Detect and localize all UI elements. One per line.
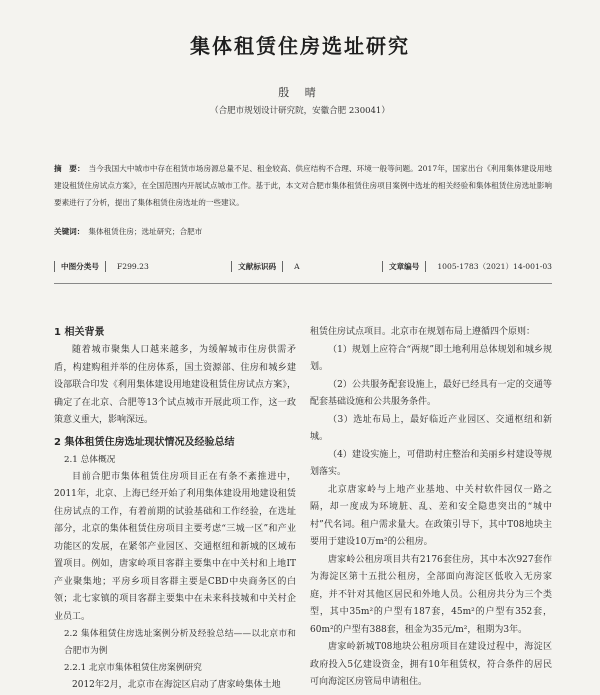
keywords-text: 集体租赁住房；选址研究；合肥市 <box>88 227 203 236</box>
paragraph: 随着城市聚集人口越来越多，为缓解城市住房供需矛盾，构建购租并举的住房体系，国土资源部、住房和城乡建设部联合印发《利用集体建设用地建设租赁住房试点方案》，确定了在北京、合肥等13个试点城市开展此项工作，这一政策意义重大，影响深远。 <box>54 345 296 425</box>
clc-value: F299.23 <box>116 262 149 271</box>
keywords-label: 关键词： <box>54 227 85 236</box>
doc-code-value: A <box>294 262 300 271</box>
section-heading-2: 2 集体租赁住房选址现状情况及经验总结 <box>54 436 235 448</box>
author-name: 殷 晴 <box>278 86 322 99</box>
article-number-label: 文章编号 <box>382 261 426 272</box>
list-item: （1）规划上应符合“两规”即土地利用总体规划和城乡规划。 <box>310 344 552 372</box>
right-column <box>310 324 552 692</box>
paragraph: 北京唐家岭与上地产业基地、中关村软件园仅一路之隔，却一度成为环境脏、乱、差和安全隐患突出的“城中村”代名词。租户需求量大。在政策引导下，其中T08地块主要用于建设10万m²的公租房。 <box>310 484 552 547</box>
author-affiliation: （合肥市规划设计研究院，安徽合肥 230041） <box>210 106 390 116</box>
abstract-label: 摘 要： <box>54 164 85 173</box>
section-heading-1: 1 相关背景 <box>54 327 105 338</box>
list-item: （3）选址布局上，最好临近产业园区、交通枢纽和新城。 <box>310 414 552 442</box>
classification-line <box>54 261 552 272</box>
paragraph: 唐家岭公租房项目共有2176套住房，其中本次927套作为海淀区第十五批公租房，全部面向海淀区低收入无房家庭，并不针对其他区居民和外地人员。公租房共分为三个类型，其中35m²的户型有187套，45m²的户型有352套，60m²的户型有388套，租金为35元/m²，租期为3年。 <box>310 554 552 635</box>
subsection-heading-2-2: 2.2 集体租赁住房选址案例分析及经验总结——以北京市和合肥市为例 <box>64 629 296 656</box>
subsection-heading-2-1: 2.1 总体概况 <box>64 454 116 465</box>
paragraph: 唐家岭新城T08地块公租房项目在建设过程中，海淀区政府投入5亿建设资金，拥有10年租赁权，符合条件的居民可向海淀区房管局申请租住。 <box>310 642 552 687</box>
doc-code-label: 文献标识码 <box>231 261 283 272</box>
paragraph: 目前合肥市集体租赁住房项目正在有条不紊推进中，2011年，北京、上海已经开始了利用集体建设用地建设租赁住房试点的工作，有着前期的试验基础和工作经验，在选址部分，北京的集体租赁住房项目主要考虑“三城一区”和产业功能区的发展，在紧邻产业园区、交通枢纽和新城的区域布置项目。例如，唐家岭项目客群主要集中在中关村和上地IT产业聚集地；平房乡项目客群主要是CBD中央商务区的白领；北七家镇的项目客群主要集中在未来科技城和中关村企业员工。 <box>54 471 296 622</box>
left-column <box>54 324 296 695</box>
list-item: （2）公共服务配套设施上，最好已经具有一定的交通等配套基础设施和公共服务条件。 <box>310 379 552 407</box>
clc-label: 中图分类号 <box>54 261 106 272</box>
paper-title: 集体租赁住房选址研究 <box>190 34 410 58</box>
keywords <box>54 225 552 239</box>
paragraph: 租赁住房试点项目。北京市在规划布局上遵循四个原则： <box>310 327 536 337</box>
divider-rule <box>54 283 552 284</box>
article-number-value: 1005-1783（2021）14-001-03 <box>437 262 553 271</box>
abstract <box>54 160 552 211</box>
abstract-text: 当今我国大中城市中存在租赁市场房源总量不足、租金较高、供应结构不合理、环境一般等问题。2017年，国家出台《利用集体建设用地建设租赁住房试点方案》，在全国范围内开展试点城市工作。基于此，本文对合肥市集体租赁住房项目案例中选址的相关经验和集体租赁住房选址影响要素进行了分析，提出了集体租赁住房选址的一些建议。 <box>54 164 552 207</box>
paragraph: 2012年2月，北京市在海淀区启动了唐家岭集体土地 <box>72 680 281 690</box>
list-item: （4）建设实施上，可借助村庄整治和美丽乡村建设等规划落实。 <box>310 449 552 477</box>
subsubsection-heading-2-2-1: 2.2.1 北京市集体租赁住房案例研究 <box>64 663 202 673</box>
